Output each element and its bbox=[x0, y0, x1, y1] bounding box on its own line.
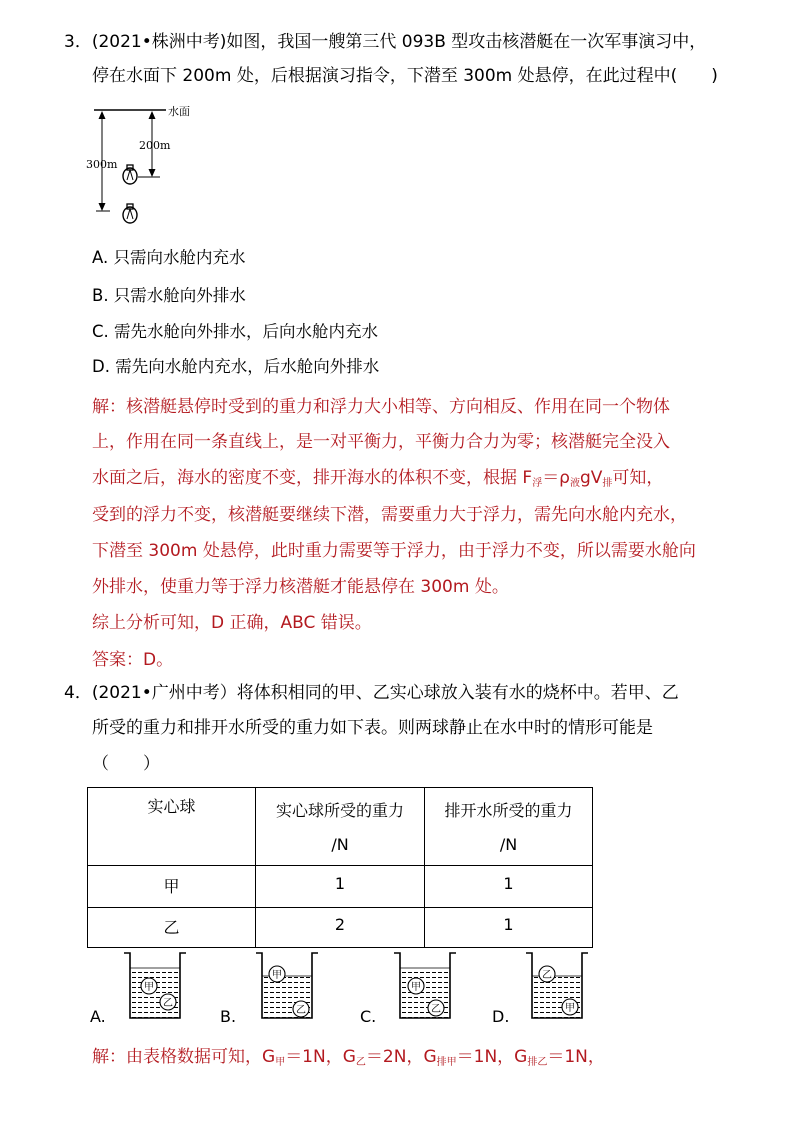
q3-solution-line6: 外排水，使重力等于浮力核潜艇才能悬停在 300m 处。 bbox=[92, 577, 509, 597]
ball-jia-label: 甲 bbox=[144, 982, 154, 993]
q3-solution-line1: 解：核潜艇悬停时受到的重力和浮力大小相等、方向相反、作用在同一个物体 bbox=[92, 397, 670, 417]
q4-stem-line2: 所受的重力和排开水所受的重力如下表。则两球静止在水中时的情形可能是 bbox=[92, 718, 653, 738]
table-cell: 1 bbox=[425, 866, 593, 908]
arrowhead-down-300 bbox=[99, 203, 106, 211]
q4-option-a-letter: A. bbox=[90, 1007, 106, 1026]
q3-solution-line2: 上，作用在同一条直线上，是一对平衡力，平衡力合力为零；核潜艇完全没入 bbox=[92, 432, 670, 452]
arrowhead-down-200 bbox=[149, 169, 156, 177]
q3-solution-line4: 受到的浮力不变，核潜艇要继续下潜，需要重力大于浮力，需先向水舱内充水， bbox=[92, 505, 687, 525]
subscript-pai: 排 bbox=[602, 478, 613, 489]
header-unit: /N bbox=[331, 835, 349, 854]
q3-option-d: D. 需先向水舱内充水，后水舱向外排水 bbox=[92, 357, 380, 376]
q3-stem-line2: 停在水面下 200m 处，后根据演习指令，下潜至 300m 处悬停，在此过程中( ) bbox=[92, 66, 718, 86]
ball-jia-label: 甲 bbox=[272, 970, 282, 981]
table-row bbox=[88, 866, 593, 908]
table-cell: 1 bbox=[425, 908, 593, 948]
q4-option-b-letter: B. bbox=[220, 1007, 237, 1026]
header-unit: /N bbox=[499, 835, 518, 854]
water-surface-label: 水面 bbox=[168, 105, 190, 118]
q3-option-c: C. 需先水舱向外排水，后向水舱内充水 bbox=[92, 322, 379, 341]
subscript: 乙 bbox=[355, 1057, 366, 1068]
q3-answer: 答案：D。 bbox=[92, 650, 174, 670]
q3-option-b: B. 只需水舱向外排水 bbox=[92, 286, 246, 305]
arrowhead-up-200 bbox=[149, 111, 156, 119]
depth-300-label: 300m bbox=[86, 158, 118, 171]
depth-200-label: 200m bbox=[139, 139, 171, 152]
table-cell: 2 bbox=[256, 908, 425, 948]
arrowhead-up-300 bbox=[99, 111, 106, 119]
solution-text: 水面之后，海水的密度不变，排开海水的体积不变，根据 F bbox=[92, 468, 533, 488]
subscript: 排乙 bbox=[527, 1057, 548, 1068]
q4-stem-line1: 4．(2021•广州中考）将体积相同的甲、乙实心球放入装有水的烧杯中。若甲、乙 bbox=[64, 683, 679, 703]
solution-text: 可知， bbox=[612, 468, 664, 488]
q4-solution-line1 bbox=[92, 1042, 605, 1068]
table-header-cell bbox=[425, 788, 593, 866]
solution-text: ＝1N，G bbox=[456, 1047, 528, 1067]
solution-text: ＝1N， bbox=[547, 1047, 605, 1067]
table-header-cell bbox=[256, 788, 425, 866]
table-cell: 乙 bbox=[88, 908, 256, 948]
q4-stem-line3: （ ） bbox=[92, 754, 160, 774]
subscript: 排甲 bbox=[436, 1057, 457, 1068]
q4-option-c-letter: C. bbox=[360, 1007, 377, 1026]
beaker-option-c bbox=[390, 950, 460, 1025]
solution-text: ＝2N，G bbox=[365, 1047, 437, 1067]
q3-solution-line5: 下潜至 300m 处悬停，此时重力需要等于浮力，由于浮力不变，所以需要水舱向 bbox=[92, 541, 696, 561]
beaker-option-b bbox=[252, 950, 322, 1025]
q3-stem-line1: 3．(2021•株洲中考)如图，我国一艘第三代 093B 型攻击核潜艇在一次军事演习中， bbox=[64, 32, 707, 52]
table-header-row bbox=[88, 788, 593, 866]
beaker-option-d bbox=[522, 950, 592, 1025]
submarine-icon bbox=[123, 204, 137, 223]
ball-yi-label: 乙 bbox=[163, 998, 173, 1009]
q4-option-d-letter: D. bbox=[492, 1007, 510, 1026]
subscript-fu: 浮 bbox=[532, 478, 543, 489]
equation-part: ＝ρ bbox=[542, 468, 570, 488]
gravity-data-table bbox=[87, 787, 593, 948]
header-text: 排开水所受的重力 bbox=[444, 801, 573, 820]
ball-yi-label: 乙 bbox=[431, 1004, 441, 1015]
table-header-cell bbox=[88, 788, 256, 866]
q3-solution-line3 bbox=[92, 463, 663, 489]
ball-jia-label: 甲 bbox=[411, 982, 421, 993]
ball-yi-label: 乙 bbox=[296, 1005, 306, 1016]
solution-text: ＝1N，G bbox=[285, 1047, 356, 1067]
q3-option-a: A. 只需向水舱内充水 bbox=[92, 248, 246, 267]
subscript: 甲 bbox=[275, 1057, 286, 1068]
beaker-option-a bbox=[120, 950, 190, 1025]
ball-yi-label: 乙 bbox=[542, 970, 552, 981]
table-cell: 甲 bbox=[88, 866, 256, 908]
table-cell: 1 bbox=[256, 866, 425, 908]
solution-text: 解：由表格数据可知，G bbox=[92, 1047, 276, 1067]
table-row bbox=[88, 908, 593, 948]
submarine-icon bbox=[123, 165, 137, 184]
header-text: 实心球 bbox=[147, 797, 196, 816]
equation-part: gV bbox=[579, 468, 603, 488]
q3-summary: 综上分析可知，D 正确，ABC 错误。 bbox=[92, 613, 372, 633]
subscript-ye: 液 bbox=[569, 478, 580, 489]
ball-jia-label: 甲 bbox=[565, 1003, 575, 1014]
header-text: 实心球所受的重力 bbox=[275, 801, 404, 820]
